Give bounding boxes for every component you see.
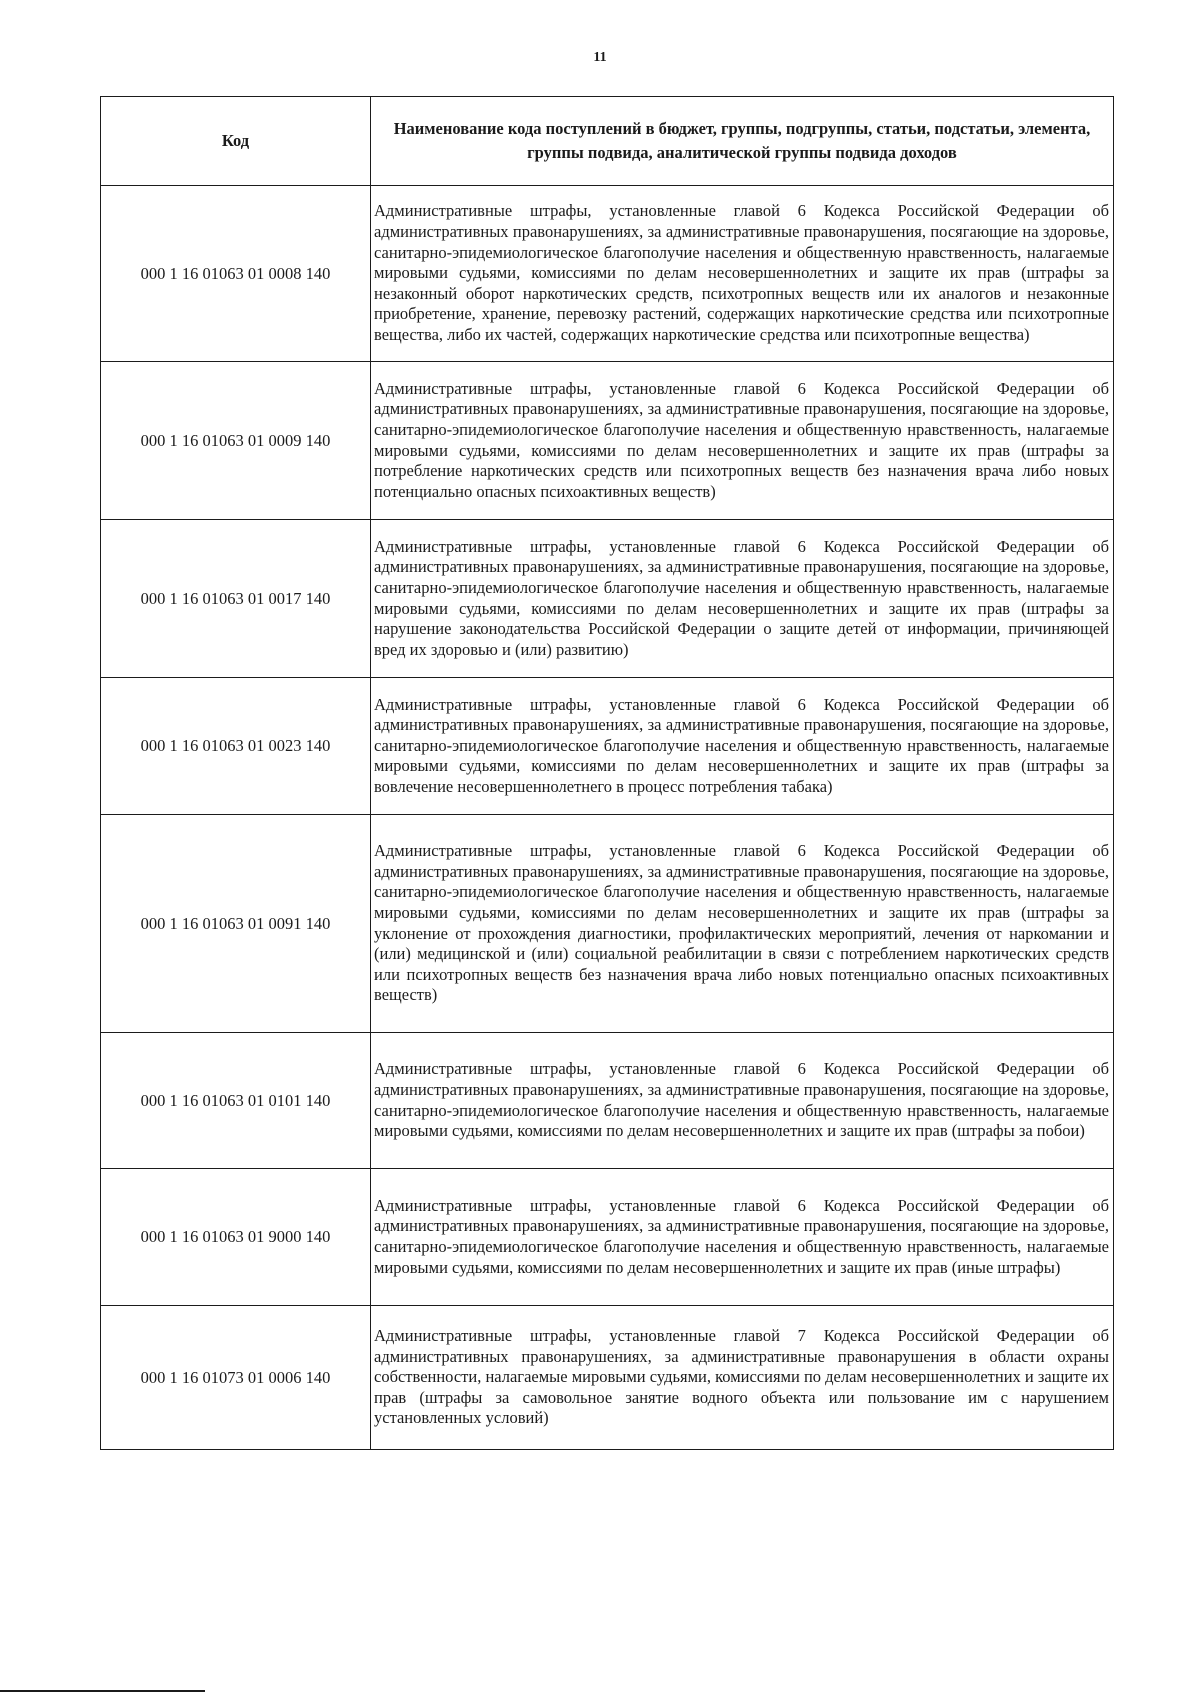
table-row bbox=[101, 678, 1114, 815]
header-name: Наименование кода поступлений в бюджет, группы, подгруппы, статьи, подстатьи, элемента, группы подвида, аналитической группы подвида доходов bbox=[371, 97, 1114, 186]
description-cell: Административные штрафы, установленные главой 6 Кодекса Российской Федерации об административных правонарушениях, за административные правонарушения, посягающие на здоровье, санитарно-эпидемиологическое благополучие населения и общественную нравственность, налагаемые мировыми судьями, комиссиями по делам несовершеннолетних и защите их прав (штрафы за вовлечение несовершеннолетнего в процесс потребления табака) bbox=[371, 678, 1114, 815]
description-cell: Административные штрафы, установленные главой 6 Кодекса Российской Федерации об административных правонарушениях, за административные правонарушения, посягающие на здоровье, санитарно-эпидемиологическое благополучие населения и общественную нравственность, налагаемые мировыми судьями, комиссиями по делам несовершеннолетних и защите их прав (иные штрафы) bbox=[371, 1169, 1114, 1306]
table-row bbox=[101, 362, 1114, 520]
code-cell: 000 1 16 01063 01 0008 140 bbox=[101, 186, 371, 362]
page-number: 11 bbox=[593, 50, 607, 65]
table-row bbox=[101, 186, 1114, 362]
code-cell: 000 1 16 01073 01 0006 140 bbox=[101, 1306, 371, 1450]
code-cell: 000 1 16 01063 01 0101 140 bbox=[101, 1033, 371, 1169]
table-row bbox=[101, 1169, 1114, 1306]
revenue-codes-table bbox=[100, 96, 1114, 1450]
description-cell: Административные штрафы, установленные главой 6 Кодекса Российской Федерации об административных правонарушениях, за административные правонарушения, посягающие на здоровье, санитарно-эпидемиологическое благополучие населения и общественную нравственность, налагаемые мировыми судьями, комиссиями по делам несовершеннолетних и защите их прав (штрафы за потребление наркотических средств или психотропных веществ без назначения врача либо новых потенциально опасных психоактивных веществ) bbox=[371, 362, 1114, 520]
table-header-row bbox=[101, 97, 1114, 186]
code-cell: 000 1 16 01063 01 0017 140 bbox=[101, 520, 371, 678]
description-cell: Административные штрафы, установленные главой 6 Кодекса Российской Федерации об административных правонарушениях, за административные правонарушения, посягающие на здоровье, санитарно-эпидемиологическое благополучие населения и общественную нравственность, налагаемые мировыми судьями, комиссиями по делам несовершеннолетних и защите их прав (штрафы за уклонение от прохождения диагностики, профилактических мероприятий, лечения от наркомании и (или) медицинской и (или) социальной реабилитации в связи с потреблением наркотических средств или психотропных веществ без назначения врача либо новых потенциально опасных психоактивных веществ) bbox=[371, 815, 1114, 1033]
code-cell: 000 1 16 01063 01 0023 140 bbox=[101, 678, 371, 815]
description-cell: Административные штрафы, установленные главой 6 Кодекса Российской Федерации об административных правонарушениях, за административные правонарушения, посягающие на здоровье, санитарно-эпидемиологическое благополучие населения и общественную нравственность, налагаемые мировыми судьями, комиссиями по делам несовершеннолетних и защите их прав (штрафы за незаконный оборот наркотических средств, психотропных веществ или их аналогов и незаконные приобретение, хранение, перевозку растений, содержащих наркотические средства или психотропные вещества, либо их частей, содержащих наркотические средства или психотропные вещества) bbox=[371, 186, 1114, 362]
code-cell: 000 1 16 01063 01 0091 140 bbox=[101, 815, 371, 1033]
table-row bbox=[101, 815, 1114, 1033]
code-cell: 000 1 16 01063 01 9000 140 bbox=[101, 1169, 371, 1306]
bottom-rule bbox=[0, 1690, 205, 1692]
table-row bbox=[101, 1033, 1114, 1169]
table-row bbox=[101, 1306, 1114, 1450]
code-cell: 000 1 16 01063 01 0009 140 bbox=[101, 362, 371, 520]
description-cell: Административные штрафы, установленные главой 6 Кодекса Российской Федерации об административных правонарушениях, за административные правонарушения, посягающие на здоровье, санитарно-эпидемиологическое благополучие населения и общественную нравственность, налагаемые мировыми судьями, комиссиями по делам несовершеннолетних и защите их прав (штрафы за нарушение законодательства Российской Федерации о защите детей от информации, причиняющей вред их здоровью и (или) развитию) bbox=[371, 520, 1114, 678]
table-row bbox=[101, 520, 1114, 678]
description-cell: Административные штрафы, установленные главой 6 Кодекса Российской Федерации об административных правонарушениях, за административные правонарушения, посягающие на здоровье, санитарно-эпидемиологическое благополучие населения и общественную нравственность, налагаемые мировыми судьями, комиссиями по делам несовершеннолетних и защите их прав (штрафы за побои) bbox=[371, 1033, 1114, 1169]
description-cell: Административные штрафы, установленные главой 7 Кодекса Российской Федерации об административных правонарушениях, за административные правонарушения в области охраны собственности, налагаемые мировыми судьями, комиссиями по делам несовершеннолетних и защите их прав (штрафы за самовольное занятие водного объекта или пользование им с нарушением установленных условий) bbox=[371, 1306, 1114, 1450]
header-code: Код bbox=[101, 97, 371, 186]
